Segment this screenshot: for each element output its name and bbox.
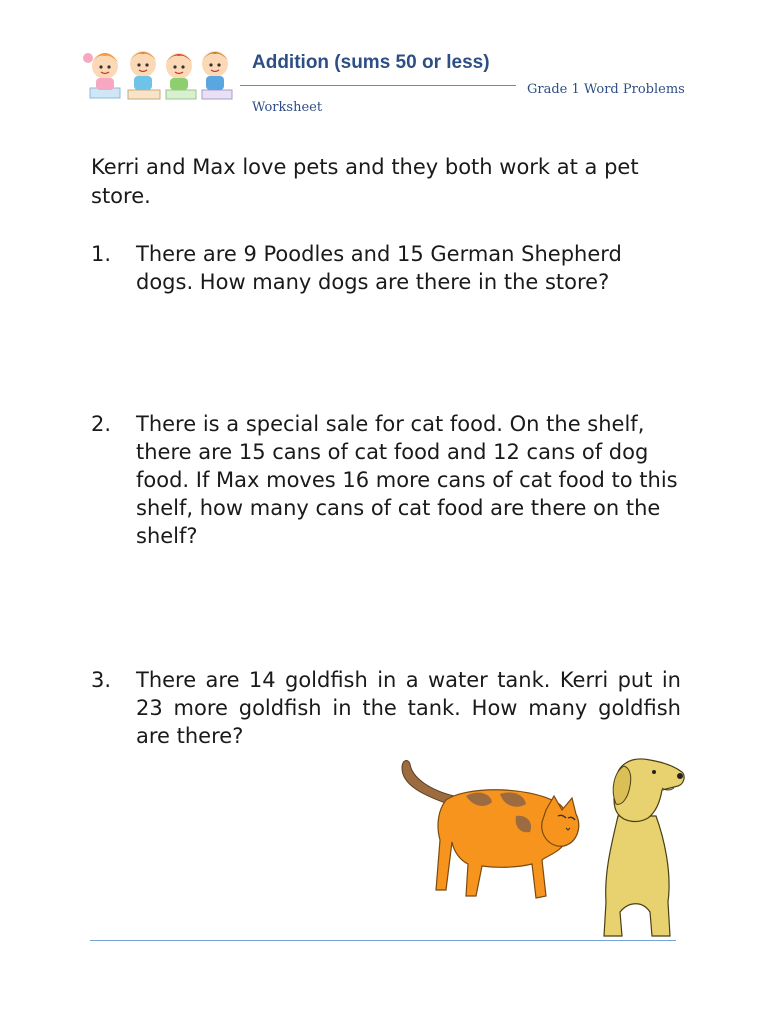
- problem-number: 3.: [91, 668, 112, 692]
- worksheet-label: Worksheet: [252, 100, 323, 115]
- kids-reading-logo: [80, 40, 238, 108]
- problem-number: 2.: [91, 412, 112, 436]
- cat-illustration: [396, 756, 596, 906]
- problem-text: There are 9 Poodles and 15 German Shepherd dogs. How many dogs are there in the store?: [136, 242, 622, 294]
- footer-divider: [90, 940, 676, 941]
- dog-illustration: [598, 752, 690, 940]
- worksheet-title: Addition (sums 50 or less): [252, 52, 490, 73]
- problem-item: [91, 666, 681, 750]
- grade-label: Grade 1 Word Problems: [527, 82, 685, 97]
- problem-item: [91, 240, 681, 296]
- problem-item: [91, 410, 681, 550]
- header-divider: [240, 85, 516, 86]
- problem-text: There are 14 goldfish in a water tank. Kerri put in 23 more goldfish in the tank. How many goldfish are there?: [136, 668, 681, 748]
- problem-text: There is a special sale for cat food. On the shelf, there are 15 cans of cat food and 12 cans of dog food. If Max moves 16 more cans of cat food to this shelf, how many cans of cat food are there on the shelf?: [136, 412, 678, 548]
- intro-text: Kerri and Max love pets and they both work at a pet store.: [91, 155, 639, 208]
- problem-number: 1.: [91, 242, 112, 266]
